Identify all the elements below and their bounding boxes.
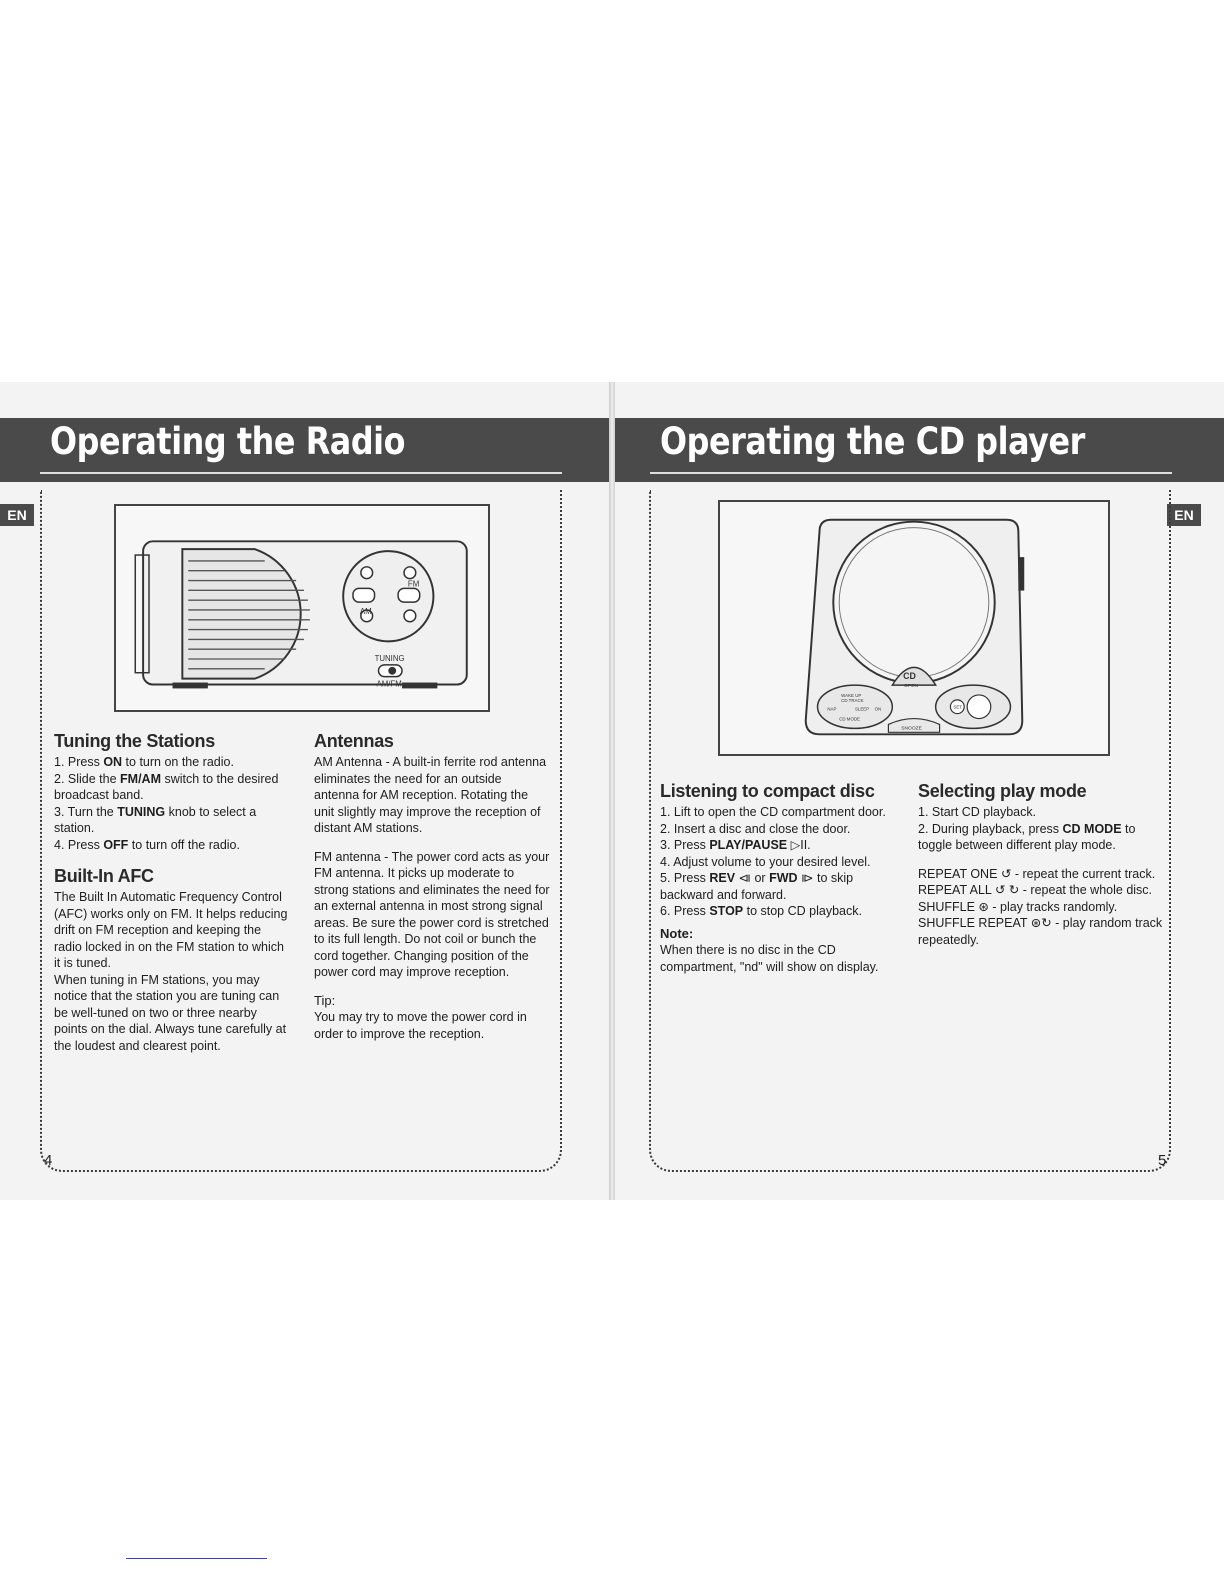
- antennas-heading: Antennas: [314, 731, 394, 751]
- cd-label: CD: [903, 671, 916, 682]
- play-mode-heading: Selecting play mode: [918, 781, 1087, 801]
- afc-paragraph-1: The Built In Automatic Frequency Control (AFC) works only on FM. It helps reducing drift on FM reception and keeping the radio locked in on the FM station to which it is tuned.: [54, 890, 288, 970]
- cd-track-label: CD TRACK: [841, 697, 864, 703]
- page-number: 4: [44, 1152, 53, 1169]
- page-number: 5: [1158, 1152, 1167, 1169]
- tuning-label: TUNING: [374, 653, 405, 663]
- tip-text: You may try to move the power cord in order to improve the reception.: [314, 1010, 527, 1041]
- cd-player-illustration: [718, 500, 1110, 756]
- sleep-label: SLEEP: [854, 706, 870, 712]
- listening-step-3: 3. Press PLAY/PAUSE ▷II.: [660, 838, 811, 852]
- blue-underline-mark: [126, 1558, 267, 1559]
- listening-step-2: 2. Insert a disc and close the door.: [660, 821, 851, 836]
- tuning-step-2: 2. Slide the FM/AM switch to the desired broadcast band.: [54, 771, 279, 802]
- fm-label: FM: [407, 579, 420, 589]
- listening-step-5: 5. Press REV ⧏ or FWD ⧐ to skip backward and forward.: [660, 871, 854, 902]
- page-title: Operating the CD player: [660, 420, 1085, 463]
- open-label: OPEN: [904, 684, 919, 690]
- wake-up-label: WAKE UP: [841, 692, 862, 698]
- tuning-heading: Tuning the Stations: [54, 731, 215, 751]
- tuning-step-3: 3. Turn the TUNING knob to select a station.: [54, 804, 257, 835]
- left-page: [0, 382, 612, 1200]
- listening-section: [660, 780, 908, 975]
- antennas-section: [314, 730, 550, 1042]
- language-tab: EN: [0, 504, 34, 526]
- mode-shuffle-repeat: SHUFFLE REPEAT ⊛↻ - play random track repeatedly.: [918, 916, 1163, 947]
- nap-label: NAP: [827, 706, 837, 712]
- note-heading: Note:: [660, 925, 694, 941]
- cd-mode-label: CD MODE: [839, 716, 860, 722]
- afc-paragraph-2: When tuning in FM stations, you may notice that the station you are tuning can be well-tuned on two or three nearby points on the dial. Always tune carefully at the loudest and clearest point.: [54, 972, 287, 1053]
- afc-heading: Built-In AFC: [54, 866, 154, 886]
- mode-repeat-one: REPEAT ONE ↺ - repeat the current track.: [918, 866, 1156, 881]
- tuning-section: [54, 730, 290, 1054]
- cd-player-drawing: [720, 502, 1108, 754]
- on-label: ON: [874, 706, 882, 712]
- header-banner: [615, 418, 1224, 482]
- snooze-label: SNOOZE: [901, 726, 922, 732]
- fm-antenna-text: FM antenna - The power cord acts as your FM antenna. It picks up moderate to strong stations and eliminates the need for an external antenna in most strong signal areas. Be sure the power cord is stretched to its full length. Do not coil or bunch the cord together. Changing position of the power cord may improve reception.: [314, 849, 550, 979]
- listening-step-4: 4. Adjust volume to your desired level.: [660, 854, 871, 869]
- tuning-step-1: 1. Press ON to turn on the radio.: [54, 755, 234, 769]
- language-tab: EN: [1167, 504, 1201, 526]
- tip-heading: Tip:: [314, 992, 336, 1008]
- am-label: AM: [359, 606, 372, 616]
- header-banner: [0, 418, 609, 482]
- play-mode-step-2: 2. During playback, press CD MODE to toggle between different play mode.: [918, 821, 1136, 852]
- set-label: SET: [953, 704, 962, 710]
- play-mode-section: [918, 780, 1164, 948]
- radio-illustration: [114, 504, 490, 712]
- page-title: Operating the Radio: [50, 420, 406, 463]
- listening-step-6: 6. Press STOP to stop CD playback.: [660, 904, 862, 918]
- mode-repeat-all: REPEAT ALL ↺ ↻ - repeat the whole disc.: [918, 883, 1153, 897]
- book-spread: [0, 382, 1224, 1200]
- tuning-step-4: 4. Press OFF to turn off the radio.: [54, 837, 240, 852]
- listening-heading: Listening to compact disc: [660, 781, 875, 801]
- note-text: When there is no disc in the CD compartment, "nd" will show on display.: [660, 943, 879, 974]
- right-page: [612, 382, 1224, 1200]
- play-mode-step-1: 1. Start CD playback.: [918, 805, 1037, 819]
- title-underline: [40, 472, 562, 474]
- listening-step-1: 1. Lift to open the CD compartment door.: [660, 805, 886, 819]
- mode-shuffle: SHUFFLE ⊛ - play tracks randomly.: [918, 899, 1118, 914]
- radio-drawing: [116, 506, 488, 710]
- title-underline: [650, 472, 1172, 474]
- am-antenna-text: AM Antenna - A built-in ferrite rod antenna eliminates the need for an outside antenna for AM reception. Rotating the unit slightly may improve the reception of distant AM stations.: [314, 755, 547, 835]
- amfm-label: AM/FM: [376, 679, 402, 689]
